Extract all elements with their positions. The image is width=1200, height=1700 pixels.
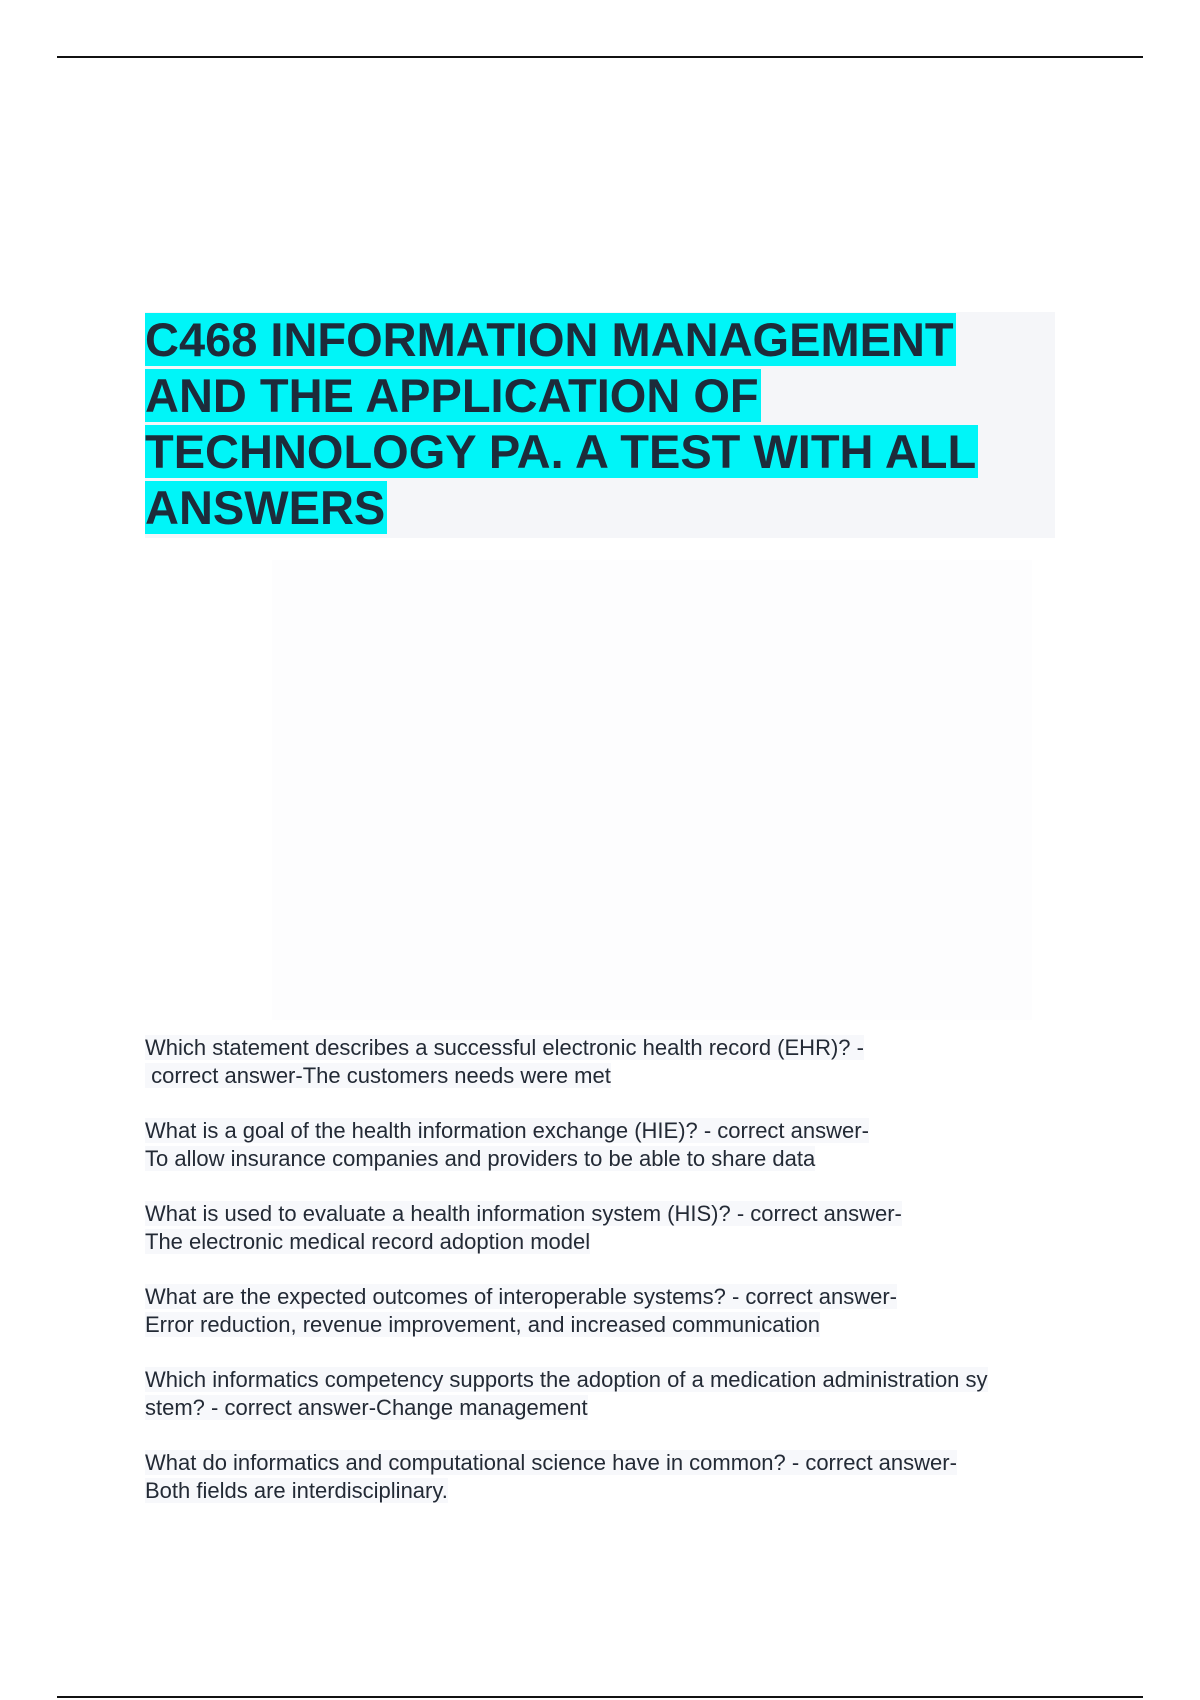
title-line: C468 INFORMATION MANAGEMENT: [145, 313, 954, 366]
question-answer-item: [145, 1117, 1065, 1173]
qa-line: stem? - correct answer-Change management: [145, 1395, 588, 1420]
qa-line: Which statement describes a successful electronic health record (EHR)? -: [145, 1035, 864, 1060]
qa-line: To allow insurance companies and providers to be able to share data: [145, 1146, 816, 1171]
qa-line: The electronic medical record adoption model: [145, 1229, 591, 1254]
question-answer-list: [145, 1034, 1065, 1532]
question-answer-item: [145, 1034, 1065, 1090]
title-line: TECHNOLOGY PA. A TEST WITH ALL: [145, 425, 977, 478]
footer-rule: [57, 1696, 1143, 1698]
question-answer-item: [145, 1366, 1065, 1422]
qa-line: What do informatics and computational science have in common? - correct answer-: [145, 1450, 957, 1475]
title-line: AND THE APPLICATION OF: [145, 369, 759, 422]
title-line: ANSWERS: [145, 481, 386, 534]
qa-line: What is a goal of the health information exchange (HIE)? - correct answer-: [145, 1118, 869, 1143]
document-title: [145, 312, 1045, 536]
qa-line: correct answer-The customers needs were met: [145, 1063, 611, 1088]
qa-line: Error reduction, revenue improvement, and increased communication: [145, 1312, 820, 1337]
question-answer-item: [145, 1200, 1065, 1256]
blank-content-area: [272, 560, 1032, 1020]
question-answer-item: [145, 1449, 1065, 1505]
header-rule: [57, 56, 1143, 58]
question-answer-item: [145, 1283, 1065, 1339]
qa-line: What is used to evaluate a health information system (HIS)? - correct answer-: [145, 1201, 902, 1226]
qa-line: Both fields are interdisciplinary.: [145, 1478, 448, 1503]
qa-line: Which informatics competency supports the adoption of a medication administration sy: [145, 1367, 988, 1392]
qa-line: What are the expected outcomes of interoperable systems? - correct answer-: [145, 1284, 898, 1309]
